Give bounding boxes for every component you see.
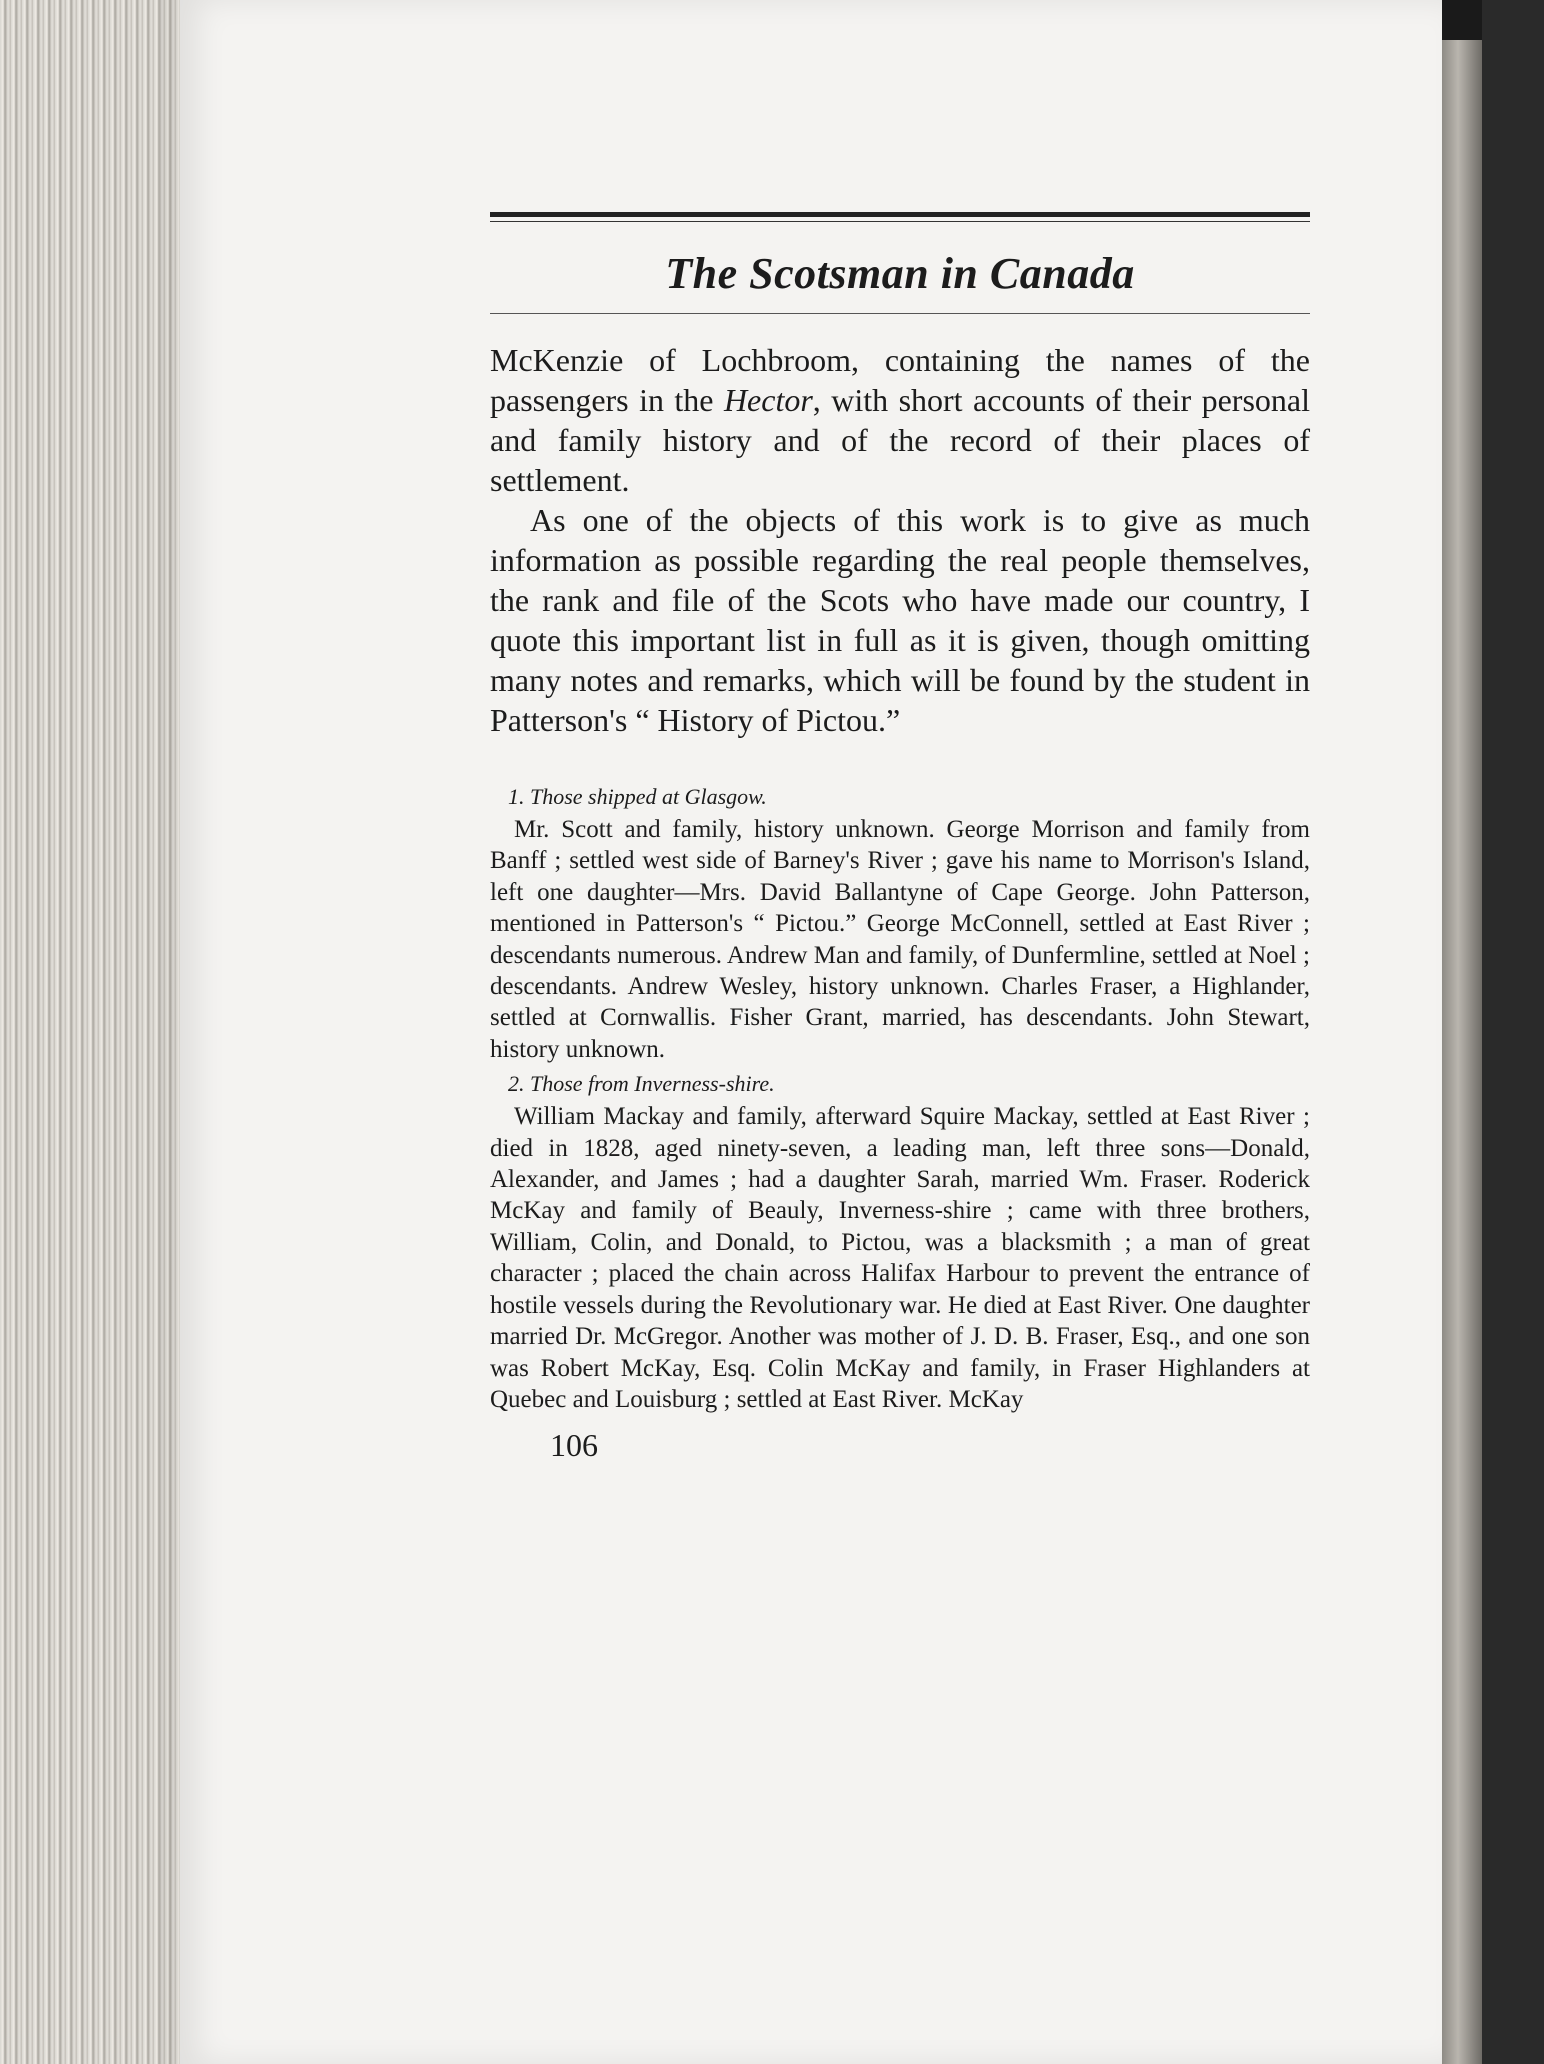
section-number: 1. (508, 784, 525, 809)
section-text-inverness: William Mackay and family, afterward Squire Mackay, settled at East River ; died in 1828, aged ninety-seven, a leading man, left three sons—Donald, Alexander, and James ; had a daughter Sarah, married Wm. Fraser. Roderick McKay and family of Beauly, Inverness-shire ; came with three brothers, William, Colin, and Donald, to Pictou, was a blacksmith ; a man of great character ; placed the chain across Halifax Harbour to prevent the entrance of hostile vessels during the Revolutionary war. He died at East River. One daughter married Dr. McGregor. Another was mother of J. D. B. Fraser, Esq., and one son was Robert McKay, Esq. Colin McKay and family, in Fraser Highlanders at Quebec and Louisburg ; settled at East River. McKay (490, 1103, 1310, 1413)
ship-name: Hector (723, 382, 813, 418)
header-rule-thick (490, 212, 1310, 217)
right-page-edge (1442, 40, 1482, 2064)
section-title: Those from Inverness-shire. (530, 1071, 775, 1097)
page-number: 106 (550, 1427, 598, 1464)
header-rule-under (490, 313, 1310, 314)
running-head: The Scotsman in Canada (665, 249, 1135, 298)
paragraph-continuation (490, 340, 1310, 500)
section-title: Those shipped at Glasgow. (530, 784, 767, 809)
section-text-glasgow: Mr. Scott and family, history unknown. George Morrison and family from Banff ; settled west side of Barney's River ; gave his name to Morrison's Island, left one daughter—Mrs. David Ballantyne of Cape George. John Patterson, mentioned in Patterson's “ Pictou.” George McConnell, settled at East River ; descendants numerous. Andrew Man and family, of Dunfermline, settled at Noel ; descendants. Andrew Wesley, history unknown. Charles Fraser, a Highlander, settled at Cornwallis. Fisher Grant, married, has descendants. John Stewart, history unknown. (490, 816, 1310, 1063)
paragraph-text-after: , with short accounts of their personal and family history and of the record of their places of settlement. (490, 382, 1310, 498)
page-content (490, 212, 1310, 1464)
section-number: 2. (508, 1071, 525, 1097)
header-rule-thin (490, 221, 1310, 222)
section-heading-inverness (508, 1069, 1310, 1099)
section-heading-glasgow (508, 782, 1310, 812)
paragraph-text-before: McKenzie of Lochbroom, containing the names of the passengers in the (490, 342, 1310, 418)
right-background (1482, 0, 1544, 2064)
paragraph-intro: As one of the objects of this work is to give as much information as possible regarding the real people themselves, the rank and file of the Scots who have made our country, I quote this important list in full as it is given, though omitting many notes and remarks, which will be found by the student in Patterson's “ History of Pictou.” (490, 502, 1310, 738)
